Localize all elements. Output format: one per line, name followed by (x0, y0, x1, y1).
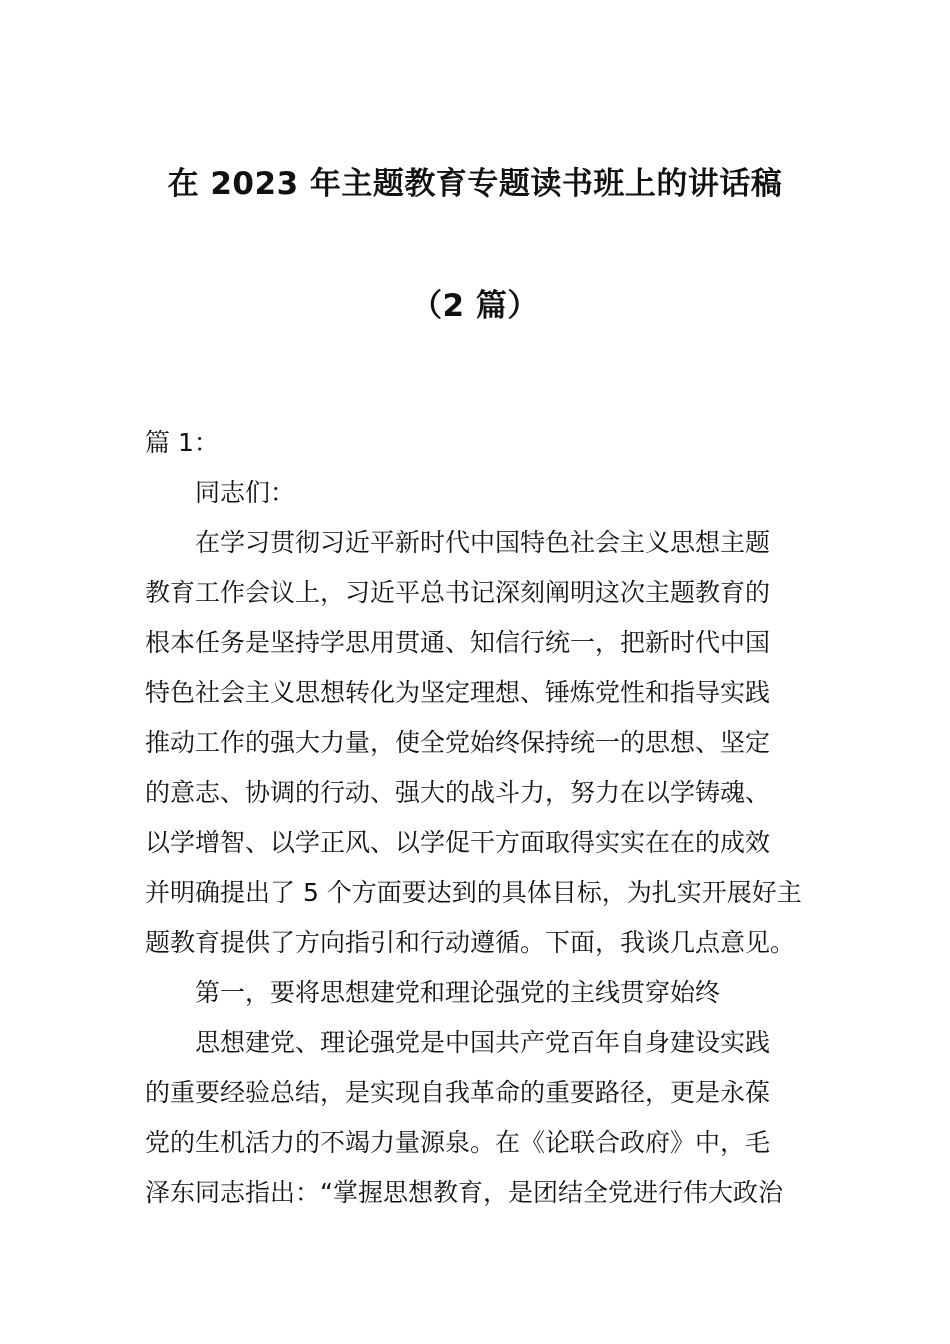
paragraph-line: 的重要经验总结，是实现自我革命的重要路径，更是永葆 (145, 1078, 771, 1107)
paragraph-line: 根本任务是坚持学思用贯通、知信行统一，把新时代中国 (145, 628, 771, 657)
section-label: 篇 1： (145, 428, 219, 457)
paragraph-line: 在学习贯彻习近平新时代中国特色社会主义思想主题 (195, 528, 771, 557)
paragraph-line: 思想建党、理论强党是中国共产党百年自身建设实践 (195, 1028, 771, 1057)
paragraph-line: 题教育提供了方向指引和行动遵循。下面，我谈几点意见。 (145, 928, 796, 957)
paragraph-line: 特色社会主义思想转化为坚定理想、锤炼党性和指导实践 (145, 678, 771, 707)
section-heading: 第一，要将思想建党和理论强党的主线贯穿始终 (195, 978, 721, 1007)
paragraph-line: 泽东同志指出：“掌握思想教育，是团结全党进行伟大政治 (145, 1178, 783, 1207)
paragraph-line: 以学增智、以学正风、以学促干方面取得实实在在的成效 (145, 828, 771, 857)
paragraph-line: 教育工作会议上，习近平总书记深刻阐明这次主题教育的 (145, 578, 771, 607)
salutation: 同志们： (195, 478, 296, 507)
paragraph-line: 党的生机活力的不竭力量源泉。在《论联合政府》中，毛 (145, 1128, 771, 1157)
document-title: 在 2023 年主题教育专题读书班上的讲话稿 (167, 166, 783, 202)
paragraph-line: 并明确提出了 5 个方面要达到的具体目标，为扎实开展好主 (145, 878, 802, 907)
document-title-subtitle: （2 篇） (411, 288, 539, 324)
paragraph-line: 推动工作的强大力量，使全党始终保持统一的思想、坚定 (145, 728, 771, 757)
paragraph-line: 的意志、协调的行动、强大的战斗力，努力在以学铸魂、 (145, 778, 771, 807)
